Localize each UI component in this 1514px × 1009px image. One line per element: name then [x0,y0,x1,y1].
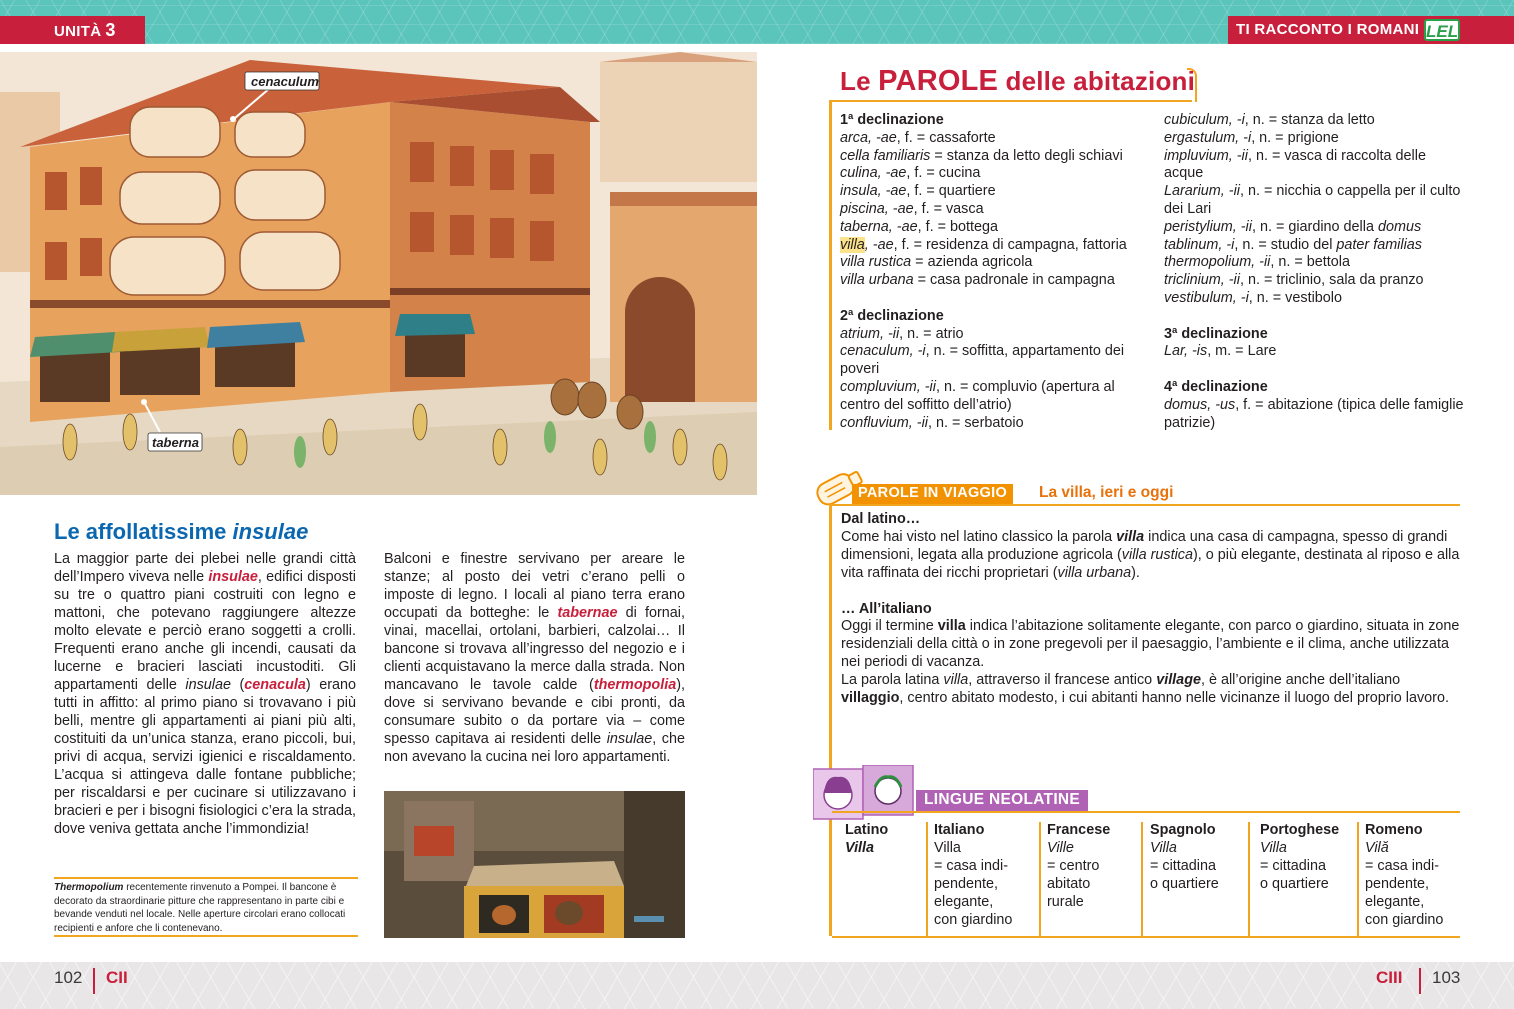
vocab-entry [840,219,1140,237]
vocab-word-highlight: villa [840,236,865,253]
insulae-col2-run: insulae [606,731,653,747]
insulae-text-col2 [384,550,685,766]
vocab-word: vestibulum, -i [1164,289,1249,306]
vocab-entry [840,343,1140,379]
vocab-word: Lararium, -ii [1164,183,1240,200]
vocab-declension-heading: 1ª declinazione [840,112,944,128]
insulae-col2-run: , che non avevano la cucina nei loro appartamenti. [384,731,685,765]
pv-p1-run: villa [1116,528,1145,545]
vocab-meaning: , n. = compluvio (apertura al centro del soffitto dell’atrio) [840,378,1115,413]
vocab-entry [840,237,1140,255]
vocab-col1 [840,112,1140,432]
insulae-col2-run: ), dove si servivano bevande e cibi pronti, da consumare subito o da portare via – come spesso capitava ai residenti delle [384,677,685,747]
ln-column-separator [1039,822,1041,936]
vocab-word: taberna, -ae [840,218,918,235]
vocab-meaning: = stanza da letto degli schiavi [930,147,1123,164]
ln-definition-line: rurale [1047,893,1084,910]
vocab-meaning: , f. = quartiere [906,183,996,200]
vocab-meaning: , n. = giardino della [1251,218,1378,235]
pv-p1-run: ). [1131,564,1140,581]
ln-column-separator [1141,822,1143,936]
unit-label: UNITÀ [54,23,102,40]
vocab-word: ergastulum, -i [1164,129,1252,146]
vocab-meaning: , n. = studio del [1234,236,1337,253]
pv-p1-run: ), o più elegante, destinata al riposo e alla vita raffinata dei ricchi proprietari ( [841,546,1460,581]
lel-logo: LEL [1424,19,1460,41]
vocab-title-underline [832,100,1192,102]
ln-definition-line: = cittadina [1260,857,1327,874]
footer-band [0,962,1514,1009]
ln-column-separator [1357,822,1359,936]
vocab-word: culina, -ae [840,165,907,182]
ln-column-latino [845,822,888,858]
vocab-meaning: , n. = prigione [1251,129,1339,146]
ln-word: Vilă [1365,839,1389,856]
vocab-entry [1164,254,1464,272]
vocab-word: triclinium, -ii [1164,272,1240,289]
insulae-col1-run: ( [231,677,245,693]
ln-word: Villa [934,839,961,856]
ln-definition-line: o quartiere [1150,875,1219,892]
ln-word: Villa [845,839,875,856]
vocab-meaning: , n. = stanza da letto [1244,112,1375,128]
pv-p3-run: , centro abitato modesto, i cui abitanti hanno nelle vicinanze il luogo del proprio lavoro. [899,690,1449,707]
vocab-entry [840,415,1140,433]
ln-language: Romeno [1365,822,1423,838]
vocab-gap [840,290,1140,308]
vocab-word: piscina, -ae [840,200,914,217]
vocab-meaning: , n. = vestibolo [1248,289,1342,306]
vocab-title-a: Le [840,66,879,96]
pv-p1-run: villa rustica [1121,546,1193,563]
vocab-declension-heading: 4ª declinazione [1164,378,1268,395]
vocab-word: villa urbana [840,272,914,289]
insulae-col2-run: di fornai, vinai, macellai, ortolani, barbieri, calzolai… Il bancone si trovava all’ingresso del negozio e i clienti acquistavano la merce dalla strada. Non mancavano le tavole calde ( [384,605,685,693]
caption-bold: Thermopolium [54,882,124,893]
insulae-heading-a: Le affollatissime [54,519,233,544]
pv-p2-run: indica l’abitazione solitamente elegante, con parco o giardino, situata in zone residenziali della città o in zone pregevoli per il paesaggio, l’ambiente e il clima, anche utilizzata nei periodi di vacanza. [841,618,1460,671]
vocab-entry [840,201,1140,219]
insulae-col1-run: insulae [208,569,258,585]
vocab-meaning: , f. = cassaforte [896,129,996,146]
vocab-word: impluvium, -ii [1164,147,1248,164]
vocab-word: Lar, -is [1164,343,1208,360]
insulae-heading-b: insulae [232,519,309,544]
label-cenaculum: cenaculum [251,74,319,89]
vocab-entry [840,254,1140,272]
ln-definition-line: elegante, [1365,893,1425,910]
insulae-col1-run: cenacula [244,677,306,693]
ln-language: Portoghese [1260,822,1340,838]
pv-p3-run: , è all’origine anche dell’italiano [1200,672,1401,689]
vocab-word-ending: , -ae [864,236,894,253]
vocab-word: atrium, -ii [840,325,900,342]
vocab-meaning: , f. = bottega [917,218,999,235]
vocab-meaning: , f. = residenza di campagna, fattoria [893,236,1127,253]
pv-p2-run: Oggi il termine [841,618,938,635]
vocab-entry [1164,343,1464,361]
ln-tag: LINGUE NEOLATINE [916,790,1088,811]
pv-underline [832,504,1460,506]
vocab-meaning: , n. = triclinio, sala da pranzo [1239,272,1424,289]
pv-p3-run: village [1156,672,1201,689]
pv-border-left [829,504,832,936]
vocab-meaning-italic: pater familias [1336,236,1422,253]
vocab-meaning: , m. = Lare [1207,343,1277,360]
series-tab [1228,16,1514,44]
vocab-entry [1164,272,1464,290]
photo-caption [54,877,358,937]
thermopolium-photo [384,791,685,938]
insula-drawing [0,52,757,495]
vocab-word: arca, -ae [840,129,897,146]
pv-p1-run: Come hai visto nel latino classico la parola [841,528,1117,545]
ln-word: Villa [1260,839,1287,856]
ln-language: Spagnolo [1150,822,1216,838]
vocab-entry [840,379,1140,415]
ln-underline [832,811,1460,813]
insulae-col2-run: Balconi e finestre servivano per areare le stanze; al posto dei vetri c’erano pelli o imposte di legno. I locali al piano terra erano occupati da botteghe: le [384,551,685,621]
ln-column-romeno [1365,822,1443,929]
vocab-meaning: , n. = soffitta, appartamento dei poveri [840,343,1125,378]
vocab-meaning: , n. = serbatoio [927,414,1024,431]
series-title: TI RACCONTO I ROMANI [1236,21,1420,38]
insulae-col1-run: , edifici disposti su tre o quattro piani costruiti con legno e mattoni, che potevano raggiungere altezze molto elevate e perciò erano soggetti a crolli. Frequenti erano anche gli incendi, causati da lucerne e bracieri lasciati incustoditi. Gli appartamenti delle [54,569,356,693]
ln-definition-line: elegante, [934,893,994,910]
insula-illustration [0,52,757,495]
vocab-declension-heading: 2ª declinazione [840,307,944,324]
insulae-col2-run: tabernae [557,605,618,621]
vocab-entry [840,183,1140,201]
ln-word: Villa [1150,839,1177,856]
vocab-meaning: , n. = nicchia o cappella per il culto dei Lari [1164,183,1461,217]
ln-column-spagnolo [1150,822,1219,894]
vocab-entry [840,148,1140,166]
right-page-number: 103 [1432,968,1461,987]
ln-definition-line: abitato [1047,875,1091,892]
vocab-border-left [829,100,832,430]
vocab-word: tablinum, -i [1164,236,1235,253]
label-taberna: taberna [152,435,199,450]
vocab-meaning: , f. = vasca [913,200,984,217]
ln-definition-line: = centro [1047,857,1100,874]
vocab-meaning: , f. = abitazione (tipica delle famiglie patrizie) [1164,396,1464,431]
ln-column-italiano [934,822,1012,929]
pv-heading-1: Dal latino… [841,511,921,527]
pv-p3-run: , attraverso il francese antico [968,672,1157,689]
caption-text: recentemente rinvenuto a Pompei. Il bancone è decorato da straordinarie pitture che rappresentano in parte cibi e bevande venduti nel locale. Nelle aperture circolari erano collocati recipienti e anfore che li contenevano. [54,882,346,934]
pv-paragraph-3 [841,672,1461,708]
vocab-entry [840,272,1140,290]
ln-column-separator [926,822,928,936]
ln-column-separator [1248,822,1250,936]
vocab-meaning: , n. = atrio [899,325,964,342]
ln-language: Italiano [934,822,985,838]
vocab-word: domus, -us [1164,396,1236,413]
right-page-divider [1419,968,1421,994]
pv-section [841,511,1461,708]
left-page-number: 102 [54,968,83,987]
vocab-meaning: , n. = vasca di raccolta delle acque [1164,147,1426,182]
ln-bottom-line [832,936,1460,938]
vocab-word [840,237,894,253]
unit-tab [0,16,145,44]
vocab-word: thermopolium, -ii [1164,254,1271,271]
vocab-entry [1164,290,1464,308]
vocab-meaning: , n. = bettola [1270,254,1350,271]
vocab-title-b: PAROLE [878,65,999,97]
ln-definition-line: = cittadina [1150,857,1217,874]
left-page-divider [93,968,95,994]
insulae-text-col1 [54,550,356,838]
pv-p3-run: villa [943,672,969,689]
ln-column-portoghese [1260,822,1339,894]
vocab-title-c: delle abitazioni [998,66,1196,96]
vocab-word: villa rustica [840,254,912,271]
vocab-declension-heading: 3ª declinazione [1164,325,1268,342]
vocab-entry [1164,130,1464,148]
pv-heading-2: … All’italiano [841,600,932,617]
pv-subtitle: La villa, ieri e oggi [1039,484,1174,501]
vocab-entry [1164,237,1464,255]
ln-definition-line: o quartiere [1260,875,1329,892]
vocab-word: cubiculum, -i [1164,112,1245,128]
vocab-entry [840,165,1140,183]
ln-definition-line: pendente, [1365,875,1430,892]
ln-definition-line: = casa indi- [934,857,1008,874]
ln-column-francese [1047,822,1110,912]
vocab-meaning: = casa padronale in campagna [913,272,1115,289]
ln-language: Francese [1047,822,1111,838]
vocab-meaning: = azienda agricola [911,254,1033,271]
ln-definition-line: = casa indi- [1365,857,1439,874]
vocab-entry [1164,397,1464,433]
pv-paragraph-1 [841,529,1461,583]
vocab-entry [840,130,1140,148]
vocab-title [840,65,1195,98]
ln-definition-line: con giardino [1365,911,1444,928]
vocab-entry [1164,112,1464,130]
thermopolium-drawing [384,791,685,938]
vocab-entry [840,326,1140,344]
vocab-meaning: , f. = cucina [906,165,981,182]
pv-tag: PAROLE IN VIAGGIO [852,484,1013,504]
vocab-word: peristylium, -ii [1164,218,1252,235]
vocab-meaning-italic: domus [1377,218,1422,235]
ln-language: Latino [845,822,889,838]
insulae-col1-run: La maggior parte dei plebei nelle grandi città dell’Impero viveva nelle [54,551,356,585]
insulae-col2-run: thermopolia [593,677,677,693]
vocab-gap [1164,361,1464,379]
vocab-word: confluvium, -ii [840,414,928,431]
insulae-heading [54,519,308,545]
pv-p2-run: villa [937,618,966,635]
vocab-col2 [1164,112,1464,432]
left-roman-number: CII [106,968,128,987]
ln-definition-line: pendente, [934,875,999,892]
vocab-word: cella familiaris [840,147,931,164]
ln-word: Ville [1047,839,1074,856]
vocab-word: compluvium, -ii [840,378,936,395]
vocab-word: cenaculum, -i [840,343,926,360]
vocab-gap [1164,308,1464,326]
pv-p1-run: villa urbana [1057,564,1132,581]
pv-p1-run: indica una casa di campagna, spesso di grandi dimensioni, legata alla produzione agricola ( [841,528,1448,563]
right-roman-number: CIII [1376,968,1403,987]
vocab-entry [1164,219,1464,237]
insulae-col1-run: ) erano tutti in affitto: al primo piano si trovavano i più belli, mentre gli appartamenti ai piani più alti, costituiti da un’unica stanza, erano piccoli, bui, privi di acqua, servizi igienici e riscaldamento. L’acqua si attingeva dalle fontane pubbliche; per riscaldarsi e per cucinare si utilizzavano i bracieri e per i bisogni fisiologici c’era la strada, dove veniva gettata anche l’immondizia! [54,677,356,837]
pv-paragraph-2 [841,618,1461,672]
pv-p3-run: villaggio [841,690,900,707]
vocab-word: insula, -ae [840,183,907,200]
ln-definition-line: con giardino [934,911,1013,928]
vocab-entry [1164,183,1464,219]
vocab-entry [1164,148,1464,184]
unit-number: 3 [105,20,116,40]
insulae-col1-run: insulae [185,677,231,693]
pv-p3-run: La parola latina [841,672,944,689]
